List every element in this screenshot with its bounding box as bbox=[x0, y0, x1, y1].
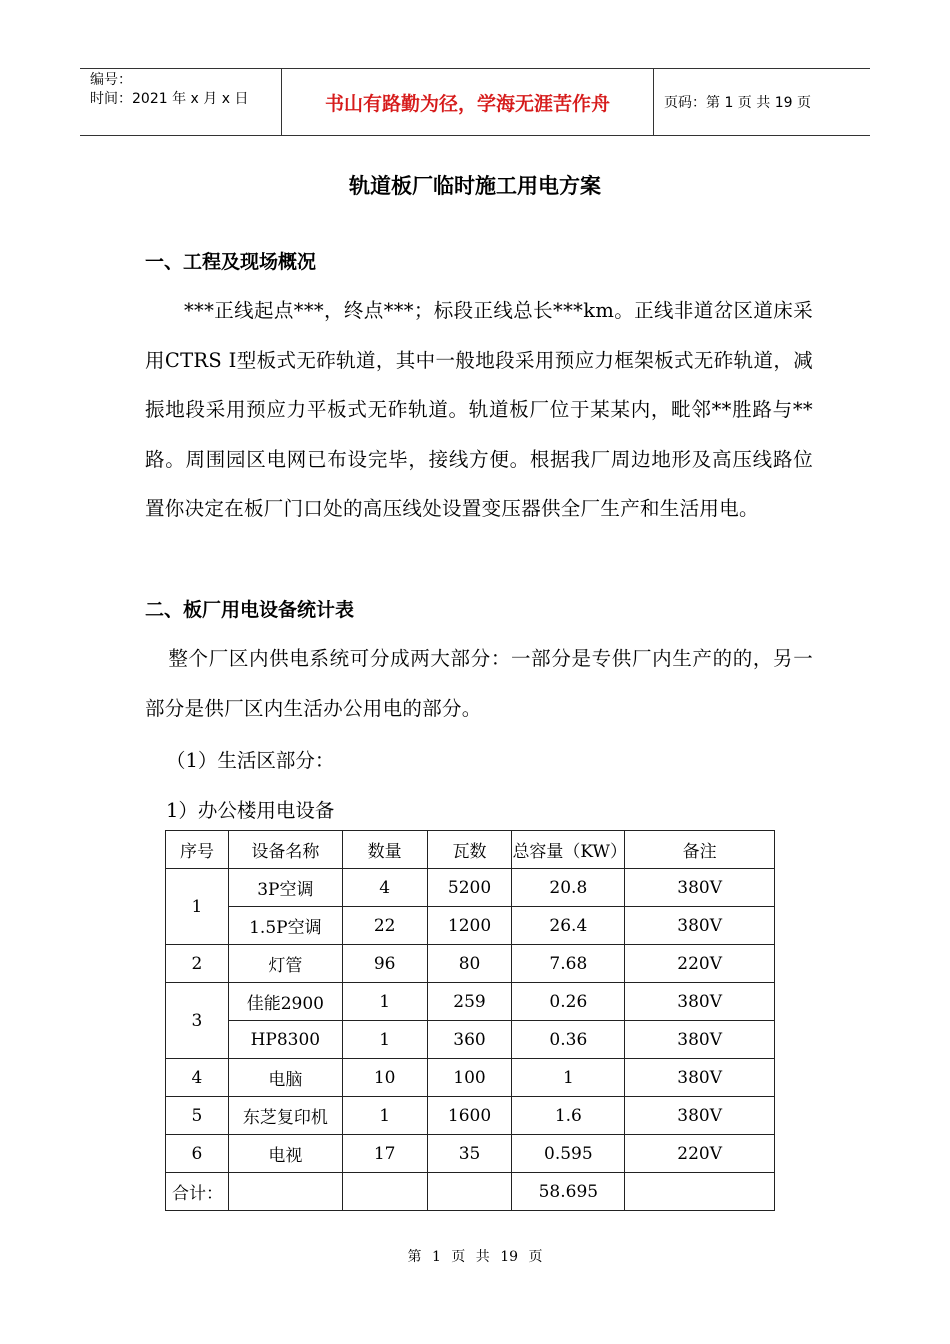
table-header-row bbox=[166, 831, 775, 869]
table-row bbox=[166, 1059, 775, 1097]
equipment-name-cell: 3P空调 bbox=[228, 869, 342, 907]
quantity-cell: 22 bbox=[342, 907, 427, 945]
quantity-cell: 17 bbox=[342, 1135, 427, 1173]
row-number-cell: 6 bbox=[166, 1135, 229, 1173]
header-motto: 书山有路勤为径，学海无涯苦作舟 bbox=[282, 69, 654, 135]
wattage-cell: 100 bbox=[427, 1059, 512, 1097]
row-number-cell: 5 bbox=[166, 1097, 229, 1135]
table-row bbox=[166, 945, 775, 983]
empty-cell bbox=[342, 1173, 427, 1211]
empty-cell bbox=[228, 1173, 342, 1211]
quantity-cell: 1 bbox=[342, 1021, 427, 1059]
quantity-cell: 1 bbox=[342, 1097, 427, 1135]
row-number-cell: 1 bbox=[166, 869, 229, 945]
total-capacity-cell: 1.6 bbox=[512, 1097, 625, 1135]
total-capacity-cell: 1 bbox=[512, 1059, 625, 1097]
note-cell: 380V bbox=[625, 983, 775, 1021]
total-value-cell: 58.695 bbox=[512, 1173, 625, 1211]
row-number-cell: 2 bbox=[166, 945, 229, 983]
equipment-table bbox=[165, 830, 775, 1211]
note-cell: 380V bbox=[625, 907, 775, 945]
section2-heading: 二、板厂用电设备统计表 bbox=[145, 599, 355, 621]
header-cell: 数量 bbox=[342, 831, 427, 869]
total-capacity-cell: 0.36 bbox=[512, 1021, 625, 1059]
note-cell: 220V bbox=[625, 945, 775, 983]
document-title: 轨道板厂临时施工用电方案 bbox=[349, 174, 601, 198]
total-capacity-cell: 20.8 bbox=[512, 869, 625, 907]
note-cell: 220V bbox=[625, 1135, 775, 1173]
wattage-cell: 5200 bbox=[427, 869, 512, 907]
section1-heading: 一、工程及现场概况 bbox=[145, 251, 317, 273]
header-page-info: 页码：第 1 页 共 19 页 bbox=[664, 95, 811, 111]
document-number-label: 编号： bbox=[90, 72, 132, 88]
wattage-cell: 1200 bbox=[427, 907, 512, 945]
empty-cell bbox=[427, 1173, 512, 1211]
wattage-cell: 360 bbox=[427, 1021, 512, 1059]
note-cell: 380V bbox=[625, 1059, 775, 1097]
total-capacity-cell: 0.26 bbox=[512, 983, 625, 1021]
wattage-cell: 1600 bbox=[427, 1097, 512, 1135]
subsection-living-area: （1）生活区部分： bbox=[166, 749, 335, 772]
equipment-name-cell: 佳能2900 bbox=[228, 983, 342, 1021]
equipment-name-cell: 电视 bbox=[228, 1135, 342, 1173]
header-cell: 瓦数 bbox=[427, 831, 512, 869]
equipment-name-cell: HP8300 bbox=[228, 1021, 342, 1059]
header-cell: 总容量（KW） bbox=[512, 831, 625, 869]
table-row bbox=[166, 983, 775, 1021]
table-row bbox=[166, 1097, 775, 1135]
total-label-cell: 合计： bbox=[166, 1173, 229, 1211]
equipment-name-cell: 1.5P空调 bbox=[228, 907, 342, 945]
quantity-cell: 96 bbox=[342, 945, 427, 983]
equipment-name-cell: 电脑 bbox=[228, 1059, 342, 1097]
page-header bbox=[80, 68, 870, 136]
wattage-cell: 80 bbox=[427, 945, 512, 983]
table-total-row bbox=[166, 1173, 775, 1211]
note-cell: 380V bbox=[625, 1097, 775, 1135]
equipment-name-cell: 东芝复印机 bbox=[228, 1097, 342, 1135]
table-row bbox=[166, 1135, 775, 1173]
table-row bbox=[166, 869, 775, 907]
note-cell: 380V bbox=[625, 869, 775, 907]
wattage-cell: 259 bbox=[427, 983, 512, 1021]
subsection-office-equipment: 1）办公楼用电设备 bbox=[166, 799, 335, 822]
wattage-cell: 35 bbox=[427, 1135, 512, 1173]
section2-paragraph: 整个厂区内供电系统可分成两大部分：一部分是专供厂内生产的的，另一部分是供厂区内生活办公用电的部分。 bbox=[145, 647, 813, 720]
total-capacity-cell: 0.595 bbox=[512, 1135, 625, 1173]
table-row bbox=[166, 907, 775, 945]
empty-cell bbox=[625, 1173, 775, 1211]
section1-paragraph: ***正线起点***，终点***；标段正线总长***km。正线非道岔区道床采用CTRS I型板式无砟轨道，其中一般地段采用预应力框架板式无砟轨道，减振地段采用预应力平板式无砟轨道。轨道板厂位于某某内，毗邻**胜路与**路。周围园区电网已布设完毕，接线方便。根据我厂周边地形及高压线路位置你决定在板厂门口处的高压线处设置变压器供全厂生产和生活用电。 bbox=[145, 299, 813, 520]
row-number-cell: 3 bbox=[166, 983, 229, 1059]
header-cell: 设备名称 bbox=[228, 831, 342, 869]
table-row bbox=[166, 1021, 775, 1059]
total-capacity-cell: 7.68 bbox=[512, 945, 625, 983]
header-meta bbox=[80, 69, 282, 135]
document-time-label: 时间：2021 年 x 月 x 日 bbox=[90, 91, 249, 107]
note-cell: 380V bbox=[625, 1021, 775, 1059]
header-cell: 备注 bbox=[625, 831, 775, 869]
header-cell: 序号 bbox=[166, 831, 229, 869]
equipment-name-cell: 灯管 bbox=[228, 945, 342, 983]
row-number-cell: 4 bbox=[166, 1059, 229, 1097]
quantity-cell: 10 bbox=[342, 1059, 427, 1097]
page-footer: 第 1 页 共 19 页 bbox=[407, 1249, 543, 1265]
quantity-cell: 1 bbox=[342, 983, 427, 1021]
total-capacity-cell: 26.4 bbox=[512, 907, 625, 945]
quantity-cell: 4 bbox=[342, 869, 427, 907]
